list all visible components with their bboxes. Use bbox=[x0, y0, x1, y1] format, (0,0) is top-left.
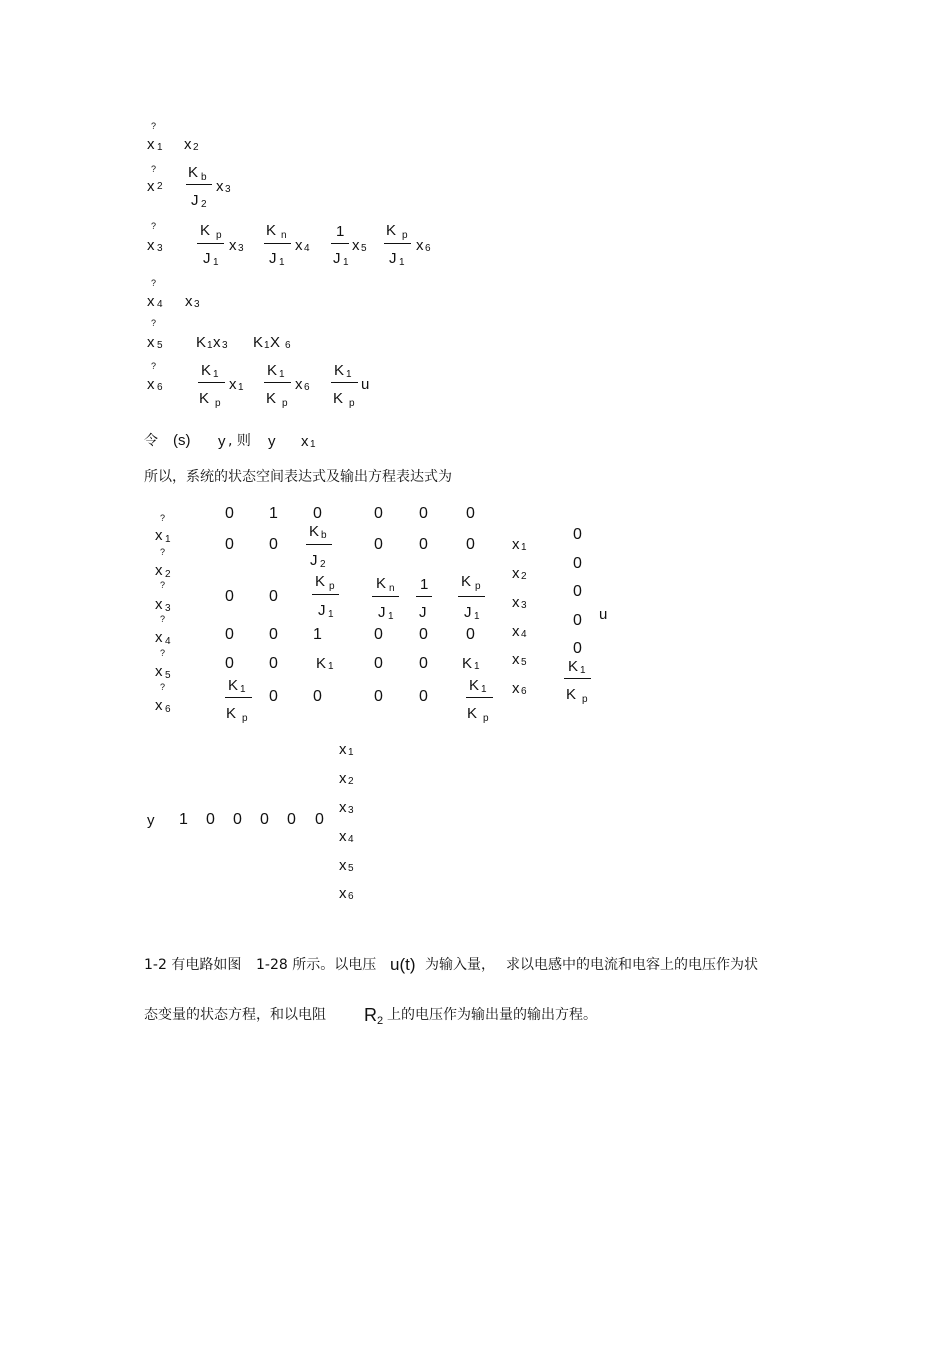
summary-text: 所以，系统的状态空间表达式及输出方程表达式为 bbox=[144, 469, 452, 485]
var-x: x bbox=[295, 376, 303, 393]
var-K: K bbox=[386, 222, 397, 239]
subscript: 1 bbox=[521, 542, 527, 553]
matrix-entry: 1 bbox=[313, 626, 322, 643]
var-x: x bbox=[155, 663, 163, 680]
subscript: p bbox=[483, 713, 489, 724]
subscript: p bbox=[216, 230, 222, 241]
var-K: K bbox=[267, 362, 278, 379]
fraction-bar bbox=[264, 243, 291, 244]
subscript: 6 bbox=[304, 382, 310, 393]
output-row-entry: 0 bbox=[260, 811, 269, 828]
input-vector-entry: 0 bbox=[573, 526, 582, 543]
ling-char: 令 bbox=[144, 433, 158, 449]
dot-marker: ? bbox=[160, 648, 166, 658]
fraction-bar bbox=[312, 594, 339, 595]
matrix-entry: 0 bbox=[419, 655, 428, 672]
var-J: J bbox=[389, 250, 397, 267]
fraction-bar bbox=[197, 243, 224, 244]
subscript: 1 bbox=[388, 611, 394, 622]
subscript: 3 bbox=[165, 603, 171, 614]
var-x: x bbox=[155, 527, 163, 544]
subscript: 1 bbox=[207, 340, 213, 351]
subscript: 5 bbox=[165, 670, 171, 681]
matrix-entry: 0 bbox=[313, 505, 322, 522]
subscript: 1 bbox=[279, 369, 285, 380]
var-K: K bbox=[266, 222, 277, 239]
dot-marker: ? bbox=[160, 547, 166, 557]
var-K: K bbox=[462, 655, 473, 672]
matrix-entry: 0 bbox=[225, 626, 234, 643]
subscript: p bbox=[282, 398, 288, 409]
var-x: x bbox=[185, 293, 193, 310]
fraction-bar bbox=[186, 184, 212, 185]
var-R: R bbox=[364, 1005, 377, 1025]
input-vector-entry: 0 bbox=[573, 640, 582, 657]
var-y: y bbox=[218, 433, 226, 450]
subscript: 1 bbox=[343, 257, 349, 268]
fraction-bar bbox=[331, 382, 358, 383]
subscript: b bbox=[201, 172, 207, 183]
dot-marker: ? bbox=[160, 682, 166, 692]
matrix-entry: 0 bbox=[466, 505, 475, 522]
var-K: K bbox=[467, 705, 478, 722]
subscript: 1 bbox=[213, 257, 219, 268]
subscript: 1 bbox=[399, 257, 405, 268]
dot-marker: ? bbox=[151, 121, 157, 131]
var-x: x bbox=[339, 799, 347, 816]
subscript: 1 bbox=[580, 665, 586, 676]
var-K: K bbox=[469, 677, 480, 694]
problem-line1-c: 为输入量， bbox=[425, 957, 495, 973]
matrix-entry: 0 bbox=[269, 688, 278, 705]
subscript: 3 bbox=[194, 299, 200, 310]
subscript: 2 bbox=[201, 199, 207, 210]
fraction-bar bbox=[225, 697, 252, 698]
subscript: b bbox=[321, 530, 327, 541]
var-K: K bbox=[196, 334, 207, 351]
dot-marker: ? bbox=[151, 164, 157, 174]
matrix-entry: 0 bbox=[225, 588, 234, 605]
var-X: X bbox=[270, 334, 281, 351]
subscript: p bbox=[582, 694, 588, 705]
matrix-entry: 0 bbox=[269, 588, 278, 605]
var-J: J bbox=[318, 602, 326, 619]
subscript: n bbox=[281, 230, 287, 241]
var-K: K bbox=[566, 686, 577, 703]
var-x: x bbox=[512, 680, 520, 697]
input-vector-entry: 0 bbox=[573, 555, 582, 572]
subscript: 1 bbox=[165, 534, 171, 545]
var-x: x bbox=[147, 334, 155, 351]
matrix-entry: 0 bbox=[466, 536, 475, 553]
var-K: K bbox=[376, 575, 387, 592]
fraction-bar bbox=[416, 596, 432, 597]
subscript: 3 bbox=[521, 600, 527, 611]
subscript: p bbox=[215, 398, 221, 409]
var-K: K bbox=[266, 390, 277, 407]
fraction-bar bbox=[331, 243, 349, 244]
matrix-entry: 0 bbox=[374, 536, 383, 553]
subscript: 1 bbox=[238, 382, 244, 393]
var-x: x bbox=[155, 697, 163, 714]
var-J: J bbox=[378, 604, 386, 621]
var-K: K bbox=[226, 705, 237, 722]
subscript: 2 bbox=[320, 559, 326, 570]
var-y: y bbox=[268, 433, 276, 450]
var-K: K bbox=[201, 362, 212, 379]
var-K: K bbox=[309, 523, 320, 540]
fraction-bar bbox=[372, 596, 399, 597]
var-x: x bbox=[147, 136, 155, 153]
dot-marker: ? bbox=[160, 580, 166, 590]
matrix-entry: 0 bbox=[419, 505, 428, 522]
var-x: x bbox=[339, 857, 347, 874]
subscript: p bbox=[329, 581, 335, 592]
var-J: J bbox=[333, 250, 341, 267]
matrix-entry: 0 bbox=[225, 536, 234, 553]
fraction-bar bbox=[466, 697, 493, 698]
var-x: x bbox=[352, 237, 360, 254]
matrix-entry: 1 bbox=[269, 505, 278, 522]
subscript: 5 bbox=[157, 340, 163, 351]
subscript: 6 bbox=[285, 340, 291, 351]
var-J: J bbox=[310, 552, 318, 569]
subscript: 4 bbox=[157, 299, 163, 310]
matrix-entry: 0 bbox=[269, 655, 278, 672]
var-J: J bbox=[269, 250, 277, 267]
problem-line2-a: 态变量的状态方程，和以电阻 bbox=[144, 1007, 326, 1023]
var-J: J bbox=[464, 604, 472, 621]
matrix-entry: 0 bbox=[466, 626, 475, 643]
output-row-entry: 0 bbox=[287, 811, 296, 828]
subscript: 1 bbox=[328, 661, 334, 672]
var-x: x bbox=[512, 651, 520, 668]
var-x: x bbox=[512, 536, 520, 553]
output-row-entry: 0 bbox=[206, 811, 215, 828]
subscript: 2 bbox=[348, 776, 354, 787]
var-x: x bbox=[155, 596, 163, 613]
var-x: x bbox=[416, 237, 424, 254]
subscript: 3 bbox=[348, 805, 354, 816]
subscript: 6 bbox=[521, 686, 527, 697]
matrix-entry: 0 bbox=[269, 626, 278, 643]
var-x: x bbox=[229, 376, 237, 393]
subscript: 5 bbox=[521, 657, 527, 668]
output-row-entry: 0 bbox=[315, 811, 324, 828]
var-J: J bbox=[191, 192, 199, 209]
subscript: 4 bbox=[165, 636, 171, 647]
problem-line2-b: 上的电压作为输出量的输出方程。 bbox=[387, 1007, 597, 1023]
var-K: K bbox=[199, 390, 210, 407]
var-K: K bbox=[253, 334, 264, 351]
subscript: 2 bbox=[521, 571, 527, 582]
subscript: 4 bbox=[348, 834, 354, 845]
matrix-entry: 0 bbox=[225, 655, 234, 672]
problem-line1-a: 1-2 有电路如图 bbox=[144, 957, 242, 973]
fraction-bar bbox=[564, 678, 591, 679]
matrix-entry: 0 bbox=[419, 536, 428, 553]
dot-marker: ? bbox=[151, 221, 157, 231]
subscript: p bbox=[242, 713, 248, 724]
dot-marker: ? bbox=[160, 614, 166, 624]
var-x: x bbox=[155, 629, 163, 646]
problem-line1-d: 求以电感中的电流和电容上的电压作为状 bbox=[506, 957, 758, 973]
subscript: 5 bbox=[348, 863, 354, 874]
subscript: 1 bbox=[157, 142, 163, 153]
dot-marker: ? bbox=[151, 318, 157, 328]
var-x: x bbox=[295, 237, 303, 254]
var-x: x bbox=[147, 178, 155, 195]
var-x: x bbox=[155, 562, 163, 579]
var-y: y bbox=[147, 812, 155, 829]
var-K: K bbox=[315, 573, 326, 590]
subscript: 1 bbox=[328, 609, 334, 620]
comma-ze: , 则 bbox=[228, 433, 251, 449]
var-K: K bbox=[228, 677, 239, 694]
subscript: 1 bbox=[474, 611, 480, 622]
var-x: x bbox=[213, 334, 221, 351]
subscript: 2 bbox=[165, 569, 171, 580]
var-K: K bbox=[188, 164, 199, 181]
matrix-entry: 0 bbox=[374, 655, 383, 672]
input-vector-entry: 0 bbox=[573, 583, 582, 600]
var-K: K bbox=[461, 573, 472, 590]
var-K: K bbox=[333, 390, 344, 407]
var-x: x bbox=[229, 237, 237, 254]
dot-marker: ? bbox=[151, 278, 157, 288]
matrix-entry: 0 bbox=[269, 536, 278, 553]
matrix-entry: 0 bbox=[419, 688, 428, 705]
input-vector-entry: 0 bbox=[573, 612, 582, 629]
var-x: x bbox=[147, 293, 155, 310]
var-x: x bbox=[216, 178, 224, 195]
output-row-entry: 1 bbox=[179, 811, 188, 828]
subscript: 6 bbox=[157, 382, 163, 393]
var-K: K bbox=[568, 658, 579, 675]
dot-marker: ? bbox=[151, 361, 157, 371]
subscript: 1 bbox=[310, 439, 316, 450]
var-K: K bbox=[334, 362, 345, 379]
var-x: x bbox=[339, 828, 347, 845]
subscript: 1 bbox=[264, 340, 270, 351]
var-x: x bbox=[301, 433, 309, 450]
fraction-bar bbox=[264, 382, 291, 383]
fraction-bar bbox=[384, 243, 411, 244]
subscript: 1 bbox=[240, 684, 246, 695]
dot-marker: ? bbox=[160, 513, 166, 523]
subscript: 6 bbox=[348, 891, 354, 902]
var-x: x bbox=[339, 741, 347, 758]
var-u: u bbox=[599, 606, 608, 623]
subscript: p bbox=[402, 230, 408, 241]
var-J: J bbox=[419, 604, 427, 621]
matrix-entry: 0 bbox=[419, 626, 428, 643]
subscript: 3 bbox=[225, 184, 231, 195]
subscript: 5 bbox=[361, 243, 367, 254]
output-row-entry: 0 bbox=[233, 811, 242, 828]
var-K: K bbox=[316, 655, 327, 672]
var-u: u bbox=[361, 376, 370, 393]
subscript: 2 bbox=[157, 181, 163, 192]
subscript: p bbox=[349, 398, 355, 409]
var-x: x bbox=[512, 594, 520, 611]
s-paren: (s) bbox=[173, 432, 191, 449]
subscript: 3 bbox=[238, 243, 244, 254]
numeral: 1 bbox=[336, 223, 345, 240]
matrix-entry: 0 bbox=[225, 505, 234, 522]
var-x: x bbox=[147, 376, 155, 393]
subscript: p bbox=[475, 581, 481, 592]
var-K: K bbox=[200, 222, 211, 239]
var-x: x bbox=[512, 623, 520, 640]
matrix-entry: 0 bbox=[374, 626, 383, 643]
matrix-entry: 0 bbox=[313, 688, 322, 705]
var-x: x bbox=[339, 770, 347, 787]
fraction-bar bbox=[198, 382, 225, 383]
subscript: 1 bbox=[348, 747, 354, 758]
input-u-t: u(t) bbox=[390, 955, 416, 974]
fraction-bar bbox=[458, 596, 485, 597]
subscript: 4 bbox=[521, 629, 527, 640]
subscript: 6 bbox=[165, 704, 171, 715]
fraction-bar bbox=[306, 544, 332, 545]
var-J: J bbox=[203, 250, 211, 267]
subscript: 4 bbox=[304, 243, 310, 254]
subscript: 1 bbox=[346, 369, 352, 380]
var-x: x bbox=[147, 237, 155, 254]
matrix-entry: 0 bbox=[374, 505, 383, 522]
subscript: 1 bbox=[481, 684, 487, 695]
subscript: n bbox=[389, 583, 395, 594]
numeral: 1 bbox=[420, 576, 429, 593]
subscript: 1 bbox=[213, 369, 219, 380]
var-x: x bbox=[512, 565, 520, 582]
subscript: 1 bbox=[474, 661, 480, 672]
subscript: 2 bbox=[193, 142, 199, 153]
subscript: 2 bbox=[377, 1015, 384, 1027]
subscript: 6 bbox=[425, 243, 431, 254]
subscript: 3 bbox=[222, 340, 228, 351]
matrix-entry: 0 bbox=[374, 688, 383, 705]
problem-line1-b: 1-28 所示。以电压 bbox=[256, 957, 377, 973]
subscript: 3 bbox=[157, 243, 163, 254]
var-x: x bbox=[184, 136, 192, 153]
subscript: 1 bbox=[279, 257, 285, 268]
var-x: x bbox=[339, 885, 347, 902]
